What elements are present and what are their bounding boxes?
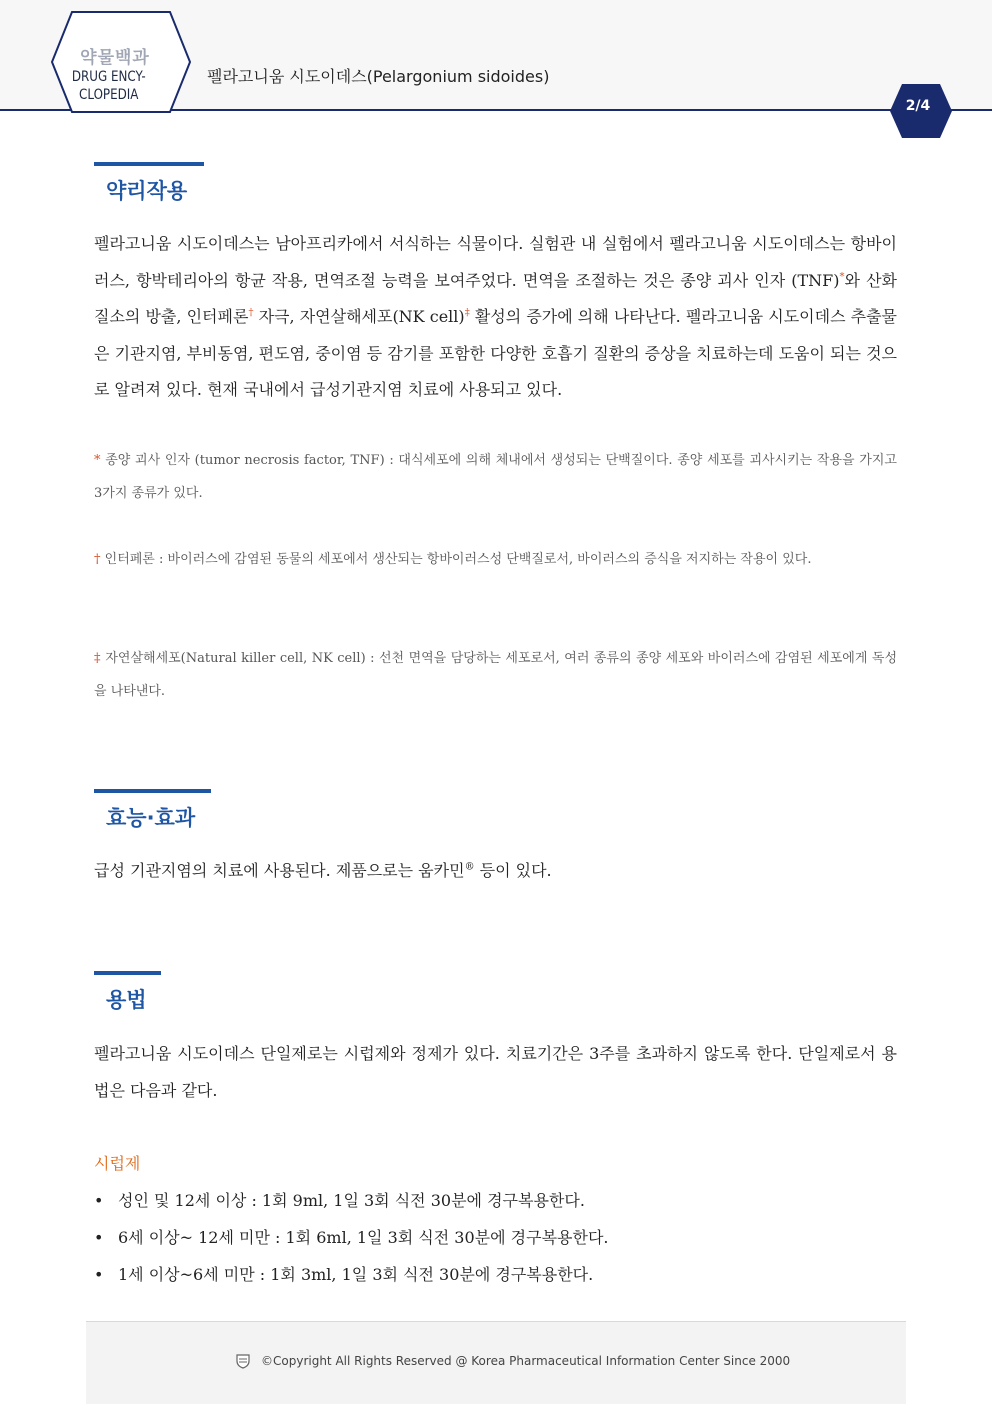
pharmacology-text-3: 자극, 자연살해세포(NK cell): [253, 307, 465, 326]
dosage-item-6-to-12: 6세 이상~ 12세 미만 : 1회 6ml, 1일 3회 식전 30분에 경구복용한다.: [118, 1228, 609, 1247]
dosage-item-1-to-6: 1세 이상~6세 미만 : 1회 3ml, 1일 3회 식전 30분에 경구복용한다.: [118, 1265, 594, 1284]
footnote-nk-cell-text: 자연살해세포(Natural killer cell, NK cell) : 선천 면역을 담당하는 세포로서, 여러 종류의 종양 세포와 바이러스에 감염된 세포에게 독성을 나타낸다.: [94, 651, 898, 699]
footnote-interferon: [94, 543, 897, 576]
pharmacology-text-1: 펠라고니움 시도이데스는 남아프리카에서 서식하는 식물이다. 실험관 내 실험에서 펠라고니움 시도이데스는 항바이러스, 항박테리아의 항균 작용, 면역조절 능력을 보여주었다. 면역을 조절하는 것은 종양 괴사 인자 (TNF): [94, 234, 897, 290]
document-title: 펠라고니움 시도이데스(Pelargonium sidoides): [207, 67, 550, 86]
footnote-nk-cell-mark: ‡: [94, 651, 101, 666]
logo-korean: 약물백과: [80, 48, 150, 68]
footnote-mark-interferon: †: [248, 307, 254, 319]
registered-mark: ®: [464, 861, 475, 873]
page-header: [0, 0, 992, 140]
bullet-icon: •: [94, 1228, 104, 1247]
footnote-interferon-mark: †: [94, 552, 101, 567]
footnote-tnf-mark: *: [94, 453, 101, 468]
list-item: [94, 1256, 609, 1293]
pharmacology-paragraph: [94, 226, 897, 409]
efficacy-text-2: 등이 있다.: [474, 861, 552, 880]
footnote-mark-nk-cell: ‡: [464, 307, 470, 319]
list-item: [94, 1182, 609, 1219]
footnote-mark-tnf: *: [839, 271, 845, 283]
syrup-dosage-list: [94, 1182, 609, 1293]
section-title-pharmacology: 약리작용: [106, 179, 188, 203]
shield-logo-icon: [236, 1353, 250, 1369]
section-title-dosage: 용법: [106, 988, 147, 1012]
dosage-paragraph: 펠라고니움 시도이데스 단일제로는 시럽제와 정제가 있다. 치료기간은 3주를 초과하지 않도록 한다. 단일제로서 용법은 다음과 같다.: [94, 1044, 897, 1100]
pharmacology-text-4: 활성의 증가에 의해 나타난다. 펠라고니움 시도이데스 추출물은 기관지염, 부비동염, 편도염, 중이염 등 감기를 포함한 다양한 호흡기 질환의 증상을 치료하는데 도움이 되는 것으로 알려져 있다. 현재 국내에서 급성기관지염 치료에 사용되고 있다.: [94, 307, 898, 399]
pharmacology-text-2: 와 산화질소의 방출, 인터페론: [94, 270, 897, 326]
bullet-icon: •: [94, 1265, 104, 1284]
section-bar-dosage: [94, 971, 161, 975]
footnote-tnf: [94, 444, 897, 510]
footnote-tnf-text: 종양 괴사 인자 (tumor necrosis factor, TNF) : 대식세포에 의해 체내에서 생성되는 단백질이다. 종양 세포를 괴사시키는 작용을 가지고 3가지 종류가 있다.: [94, 453, 897, 501]
efficacy-text-1: 급성 기관지염의 치료에 사용된다. 제품으로는 움카민: [94, 861, 465, 880]
section-title-efficacy: 효능·효과: [106, 806, 196, 830]
dosage-item-adult: 성인 및 12세 이상 : 1회 9ml, 1일 3회 식전 30분에 경구복용한다.: [118, 1191, 585, 1210]
list-item: [94, 1219, 609, 1256]
footnote-nk-cell: [94, 642, 897, 708]
syrup-subtitle: 시럽제: [94, 1154, 141, 1173]
footnote-interferon-text: 인터페론 : 바이러스에 감염된 동물의 세포에서 생산되는 항바이러스성 단백질로서, 바이러스의 증식을 저지하는 작용이 있다.: [100, 552, 812, 567]
section-bar-pharmacology: [94, 162, 204, 166]
bullet-icon: •: [94, 1191, 104, 1210]
page-indicator: 2/4: [905, 98, 931, 114]
logo-english-line1: DRUG ENCY-: [71, 69, 146, 85]
copyright-text: ©Copyright All Rights Reserved @ Korea Pharmaceutical Information Center Since 2000: [261, 1354, 791, 1368]
logo-english-line2: CLOPEDIA: [79, 87, 139, 103]
section-bar-efficacy: [94, 789, 211, 793]
efficacy-paragraph: [94, 853, 897, 890]
